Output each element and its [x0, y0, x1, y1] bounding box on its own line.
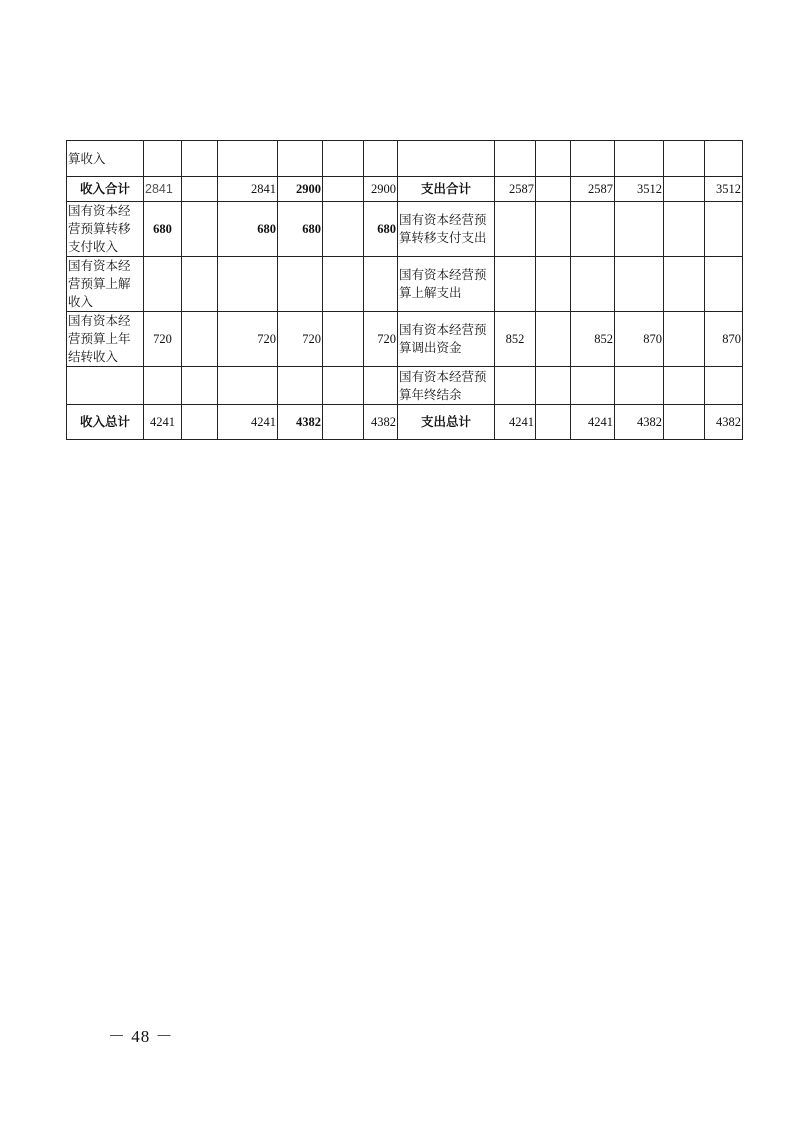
- income-cell: [364, 141, 398, 177]
- expense-cell: 870: [705, 312, 743, 367]
- expense-cell: [571, 141, 615, 177]
- income-cell: [323, 141, 364, 177]
- income-cell: 720: [364, 312, 398, 367]
- expense-cell: [664, 257, 705, 312]
- table-row: [67, 177, 743, 202]
- income-cell: 720: [144, 312, 182, 367]
- income-cell: [144, 141, 182, 177]
- expense-total-label: 支出合计: [398, 177, 495, 202]
- expense-grand-total-label: 支出总计: [398, 405, 495, 440]
- income-cell: 680: [144, 202, 182, 257]
- income-cell: 720: [218, 312, 278, 367]
- income-cell: [218, 367, 278, 405]
- expense-cell: 3512: [705, 177, 743, 202]
- expense-label: 国有资本经营预算年终结余: [398, 367, 495, 405]
- income-cell: [182, 367, 218, 405]
- income-cell: [323, 257, 364, 312]
- income-cell: [323, 405, 364, 440]
- income-cell: 2841: [218, 177, 278, 202]
- income-cell: [144, 257, 182, 312]
- table-row: [67, 141, 743, 177]
- expense-cell: 870: [615, 312, 664, 367]
- expense-cell: [705, 367, 743, 405]
- income-cell: [278, 141, 323, 177]
- expense-cell: [664, 141, 705, 177]
- expense-cell: [571, 202, 615, 257]
- income-label: 算收入: [67, 141, 144, 177]
- income-cell: [323, 312, 364, 367]
- table-row: [67, 202, 743, 257]
- expense-label: 国有资本经营预算上解支出: [398, 257, 495, 312]
- income-cell: 2900: [364, 177, 398, 202]
- expense-cell: [536, 202, 571, 257]
- expense-cell: 2587: [571, 177, 615, 202]
- expense-cell: [536, 257, 571, 312]
- income-cell: [323, 367, 364, 405]
- expense-cell: [495, 202, 536, 257]
- income-cell: [364, 257, 398, 312]
- income-cell: [182, 312, 218, 367]
- expense-cell: 4241: [571, 405, 615, 440]
- income-cell: 680: [218, 202, 278, 257]
- expense-cell: 3512: [615, 177, 664, 202]
- table-row: [67, 405, 743, 440]
- expense-cell: 4241: [495, 405, 536, 440]
- income-label: 国有资本经营预算上解收入: [67, 257, 144, 312]
- expense-cell: [664, 177, 705, 202]
- income-cell: [182, 405, 218, 440]
- expense-cell: [495, 367, 536, 405]
- expense-cell: [615, 257, 664, 312]
- expense-cell: 852: [571, 312, 615, 367]
- income-cell: 2841: [144, 177, 182, 202]
- expense-cell: [615, 141, 664, 177]
- income-cell: [218, 257, 278, 312]
- income-cell: [144, 367, 182, 405]
- expense-cell: 852: [495, 312, 536, 367]
- income-cell: [182, 141, 218, 177]
- income-cell: [278, 367, 323, 405]
- expense-cell: [664, 312, 705, 367]
- table-row: [67, 367, 743, 405]
- income-cell: 4382: [278, 405, 323, 440]
- expense-cell: [536, 405, 571, 440]
- income-cell: 4382: [364, 405, 398, 440]
- income-cell: [218, 141, 278, 177]
- expense-cell: [536, 312, 571, 367]
- expense-cell: 2587: [495, 177, 536, 202]
- income-cell: 720: [278, 312, 323, 367]
- income-cell: [364, 367, 398, 405]
- income-cell: [182, 202, 218, 257]
- table-row: [67, 257, 743, 312]
- expense-cell: [664, 405, 705, 440]
- income-cell: [323, 202, 364, 257]
- expense-cell: [536, 141, 571, 177]
- income-label: 国有资本经营预算上年结转收入: [67, 312, 144, 367]
- income-total-label: 收入合计: [67, 177, 144, 202]
- income-cell: [323, 177, 364, 202]
- expense-cell: [536, 177, 571, 202]
- income-cell: [182, 177, 218, 202]
- table-row: [67, 312, 743, 367]
- income-cell: 4241: [218, 405, 278, 440]
- income-cell: 2900: [278, 177, 323, 202]
- income-cell: 4241: [144, 405, 182, 440]
- expense-cell: [705, 257, 743, 312]
- income-cell: 680: [278, 202, 323, 257]
- income-cell: [278, 257, 323, 312]
- expense-cell: [705, 141, 743, 177]
- expense-cell: [495, 141, 536, 177]
- income-label: 国有资本经营预算转移支付收入: [67, 202, 144, 257]
- expense-cell: [705, 202, 743, 257]
- expense-cell: 4382: [705, 405, 743, 440]
- income-grand-total-label: 收入总计: [67, 405, 144, 440]
- expense-label: 国有资本经营预算转移支付支出: [398, 202, 495, 257]
- expense-cell: [536, 367, 571, 405]
- expense-cell: [495, 257, 536, 312]
- expense-label: [398, 141, 495, 177]
- budget-table: [66, 140, 743, 440]
- expense-cell: [615, 202, 664, 257]
- income-cell: [182, 257, 218, 312]
- income-cell: 680: [364, 202, 398, 257]
- expense-label: 国有资本经营预算调出资金: [398, 312, 495, 367]
- expense-cell: 4382: [615, 405, 664, 440]
- page-number: － 48 －: [108, 1027, 174, 1046]
- income-label: [67, 367, 144, 405]
- expense-cell: [571, 257, 615, 312]
- expense-cell: [571, 367, 615, 405]
- expense-cell: [615, 367, 664, 405]
- expense-cell: [664, 202, 705, 257]
- expense-cell: [664, 367, 705, 405]
